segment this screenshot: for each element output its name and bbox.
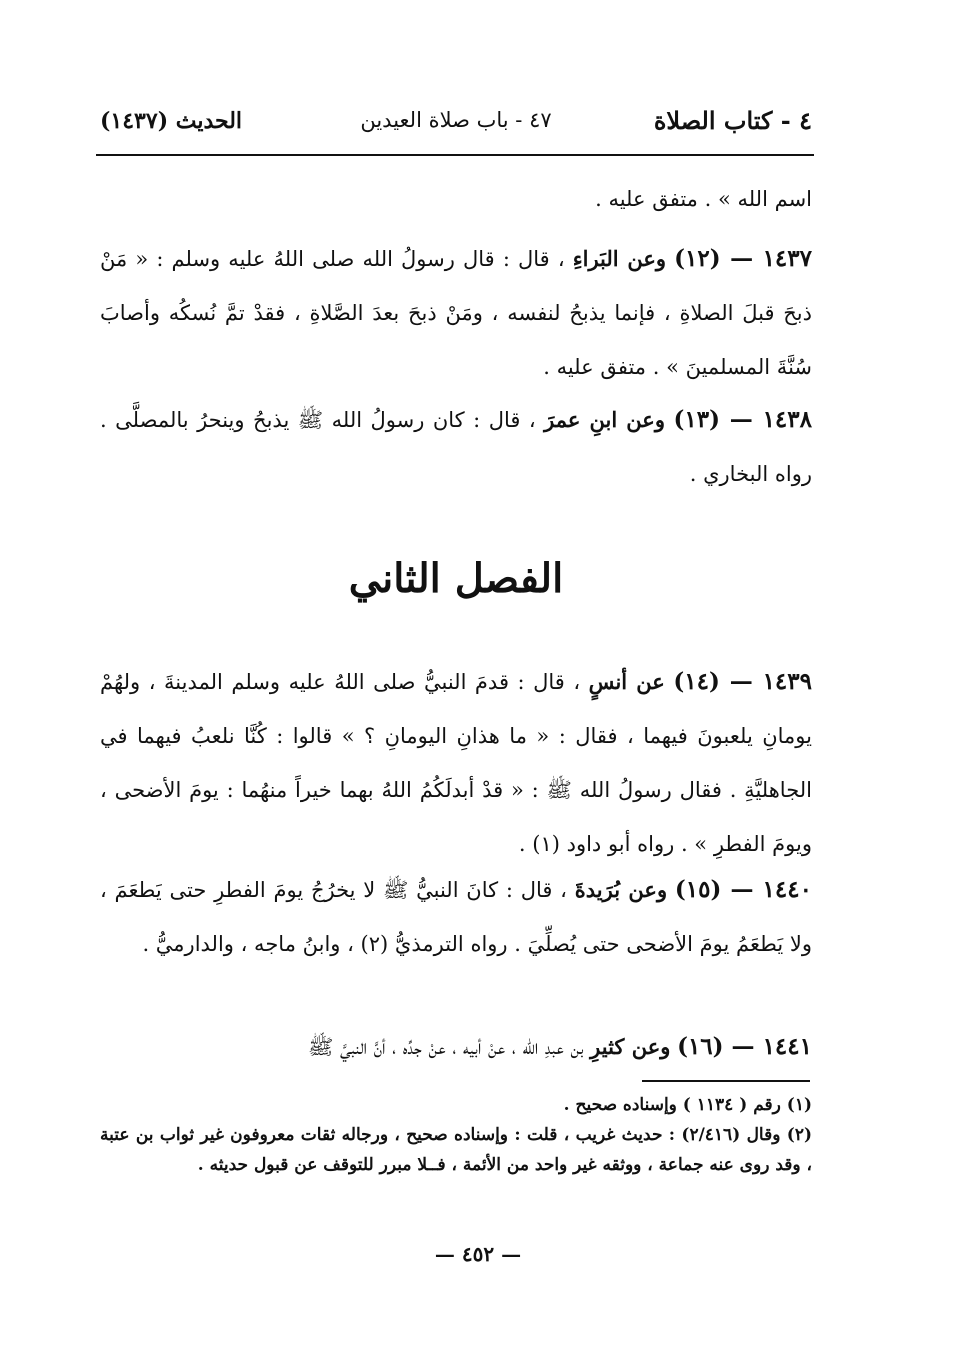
footnote-rule (642, 1080, 810, 1082)
hadith-number: ١٤٤٠ — (١٥) (674, 876, 812, 903)
hadith-narrator: وعن البَراءِ (572, 246, 667, 271)
footnote-2: (٢) وقال (٢/٤١٦) : حديث غريب ، قلت : وإسناده صحيح ، ورجاله ثقات معروفون غير ثواب بن عتبة ، وقد روى عنه جماعة ، ووثقه غير واحد من الأئمة ، فــلا مبرر للتوقف عن قبول حديثه . (100, 1125, 812, 1175)
hadith-1437 (100, 232, 812, 394)
paragraph-text: اسم الله » . متفق عليه . (595, 187, 812, 211)
hadith-text: ، قال : قال رسولُ الله صلى اللهُ عليه وسلم : « مَنْ ذبحَ قبلَ الصلاةِ ، فإنما يذبحُ لنفسه ، ومَنْ ذبحَ بعدَ الصَّلاةِ ، فقدْ تمَّ نُسكُه وأصابَ سُنَّةَ المسلمينَ » . متفق عليه . (100, 247, 812, 379)
hadith-narrator: وعن بُرَيدةَ (574, 877, 668, 902)
page-header (100, 100, 812, 150)
hadith-number: ١٤٣٩ — (١٤) (673, 668, 812, 695)
hadith-1439 (100, 655, 812, 871)
hadith-number: ١٤٤١ — (١٦) (677, 1033, 812, 1060)
hadith-1438 (100, 393, 812, 501)
hadith-narrator: وعن ابنِ عمرَ (544, 407, 665, 432)
hadith-number: ١٤٣٧ — (١٢) (674, 245, 812, 272)
hadith-text: بن عبدِ الله ، عنْ أبيه ، عنْ جدِّه ، أنَّ النبيَّ ﷺ (307, 1035, 584, 1059)
hadith-1440 (100, 863, 812, 971)
header-rule (96, 154, 814, 156)
hadith-text: ، قال : قدمَ النبيُّ صلى اللهُ عليه وسلم المدينةَ ، ولهُمْ يومانِ يلعبونَ فيهما ، فقال : « ما هذانِ اليومانِ ؟ » قالوا : كُنَّا نلعبُ فيهما في الجاهليَّةِ . فقال رسولُ الله ﷺ : « قدْ أبدلَكُمُ اللهُ بهما خيراً منهُما : يومَ الأضحى ، ويومَ الفطرِ » . رواه أبو داود (١) . (100, 670, 812, 856)
hadith-reference: الحديث (١٤٣٧) (100, 108, 243, 134)
footnotes (100, 1090, 812, 1180)
hadith-text: ، قال : كانَ النبيُّ ﷺ لا يخرُجُ يومَ الفطرِ حتى يَطعَمَ ، ولا يَطعَمُ يومَ الأضحى حتى يُصلِّيَ . رواه الترمذيُّ (٢) ، وابنُ ماجه ، والدارميُّ . (100, 878, 812, 956)
hadith-narrator: وعن كثيرِ (590, 1034, 671, 1059)
hadith-narrator: عن أنسٍ (588, 669, 665, 694)
section-title: الفصل الثاني (348, 555, 564, 602)
footnote-1: (١) رقم ( ١١٣٤ ) وإسناده صحيح . (563, 1095, 812, 1115)
hadith-text: ، قال : كان رسولُ الله ﷺ يذبحُ وينحرُ بالمصلَّى . رواه البخاري . (100, 408, 812, 486)
page-number: — ٤٥٢ — (434, 1242, 522, 1266)
book-title: ٤ - كتاب الصلاة (653, 106, 812, 135)
chapter-title: ٤٧ - باب صلاة العيدين (360, 108, 552, 132)
hadith-number: ١٤٣٨ — (١٣) (673, 406, 812, 433)
paragraph-continuation (100, 172, 812, 226)
hadith-1441 (100, 1020, 812, 1074)
